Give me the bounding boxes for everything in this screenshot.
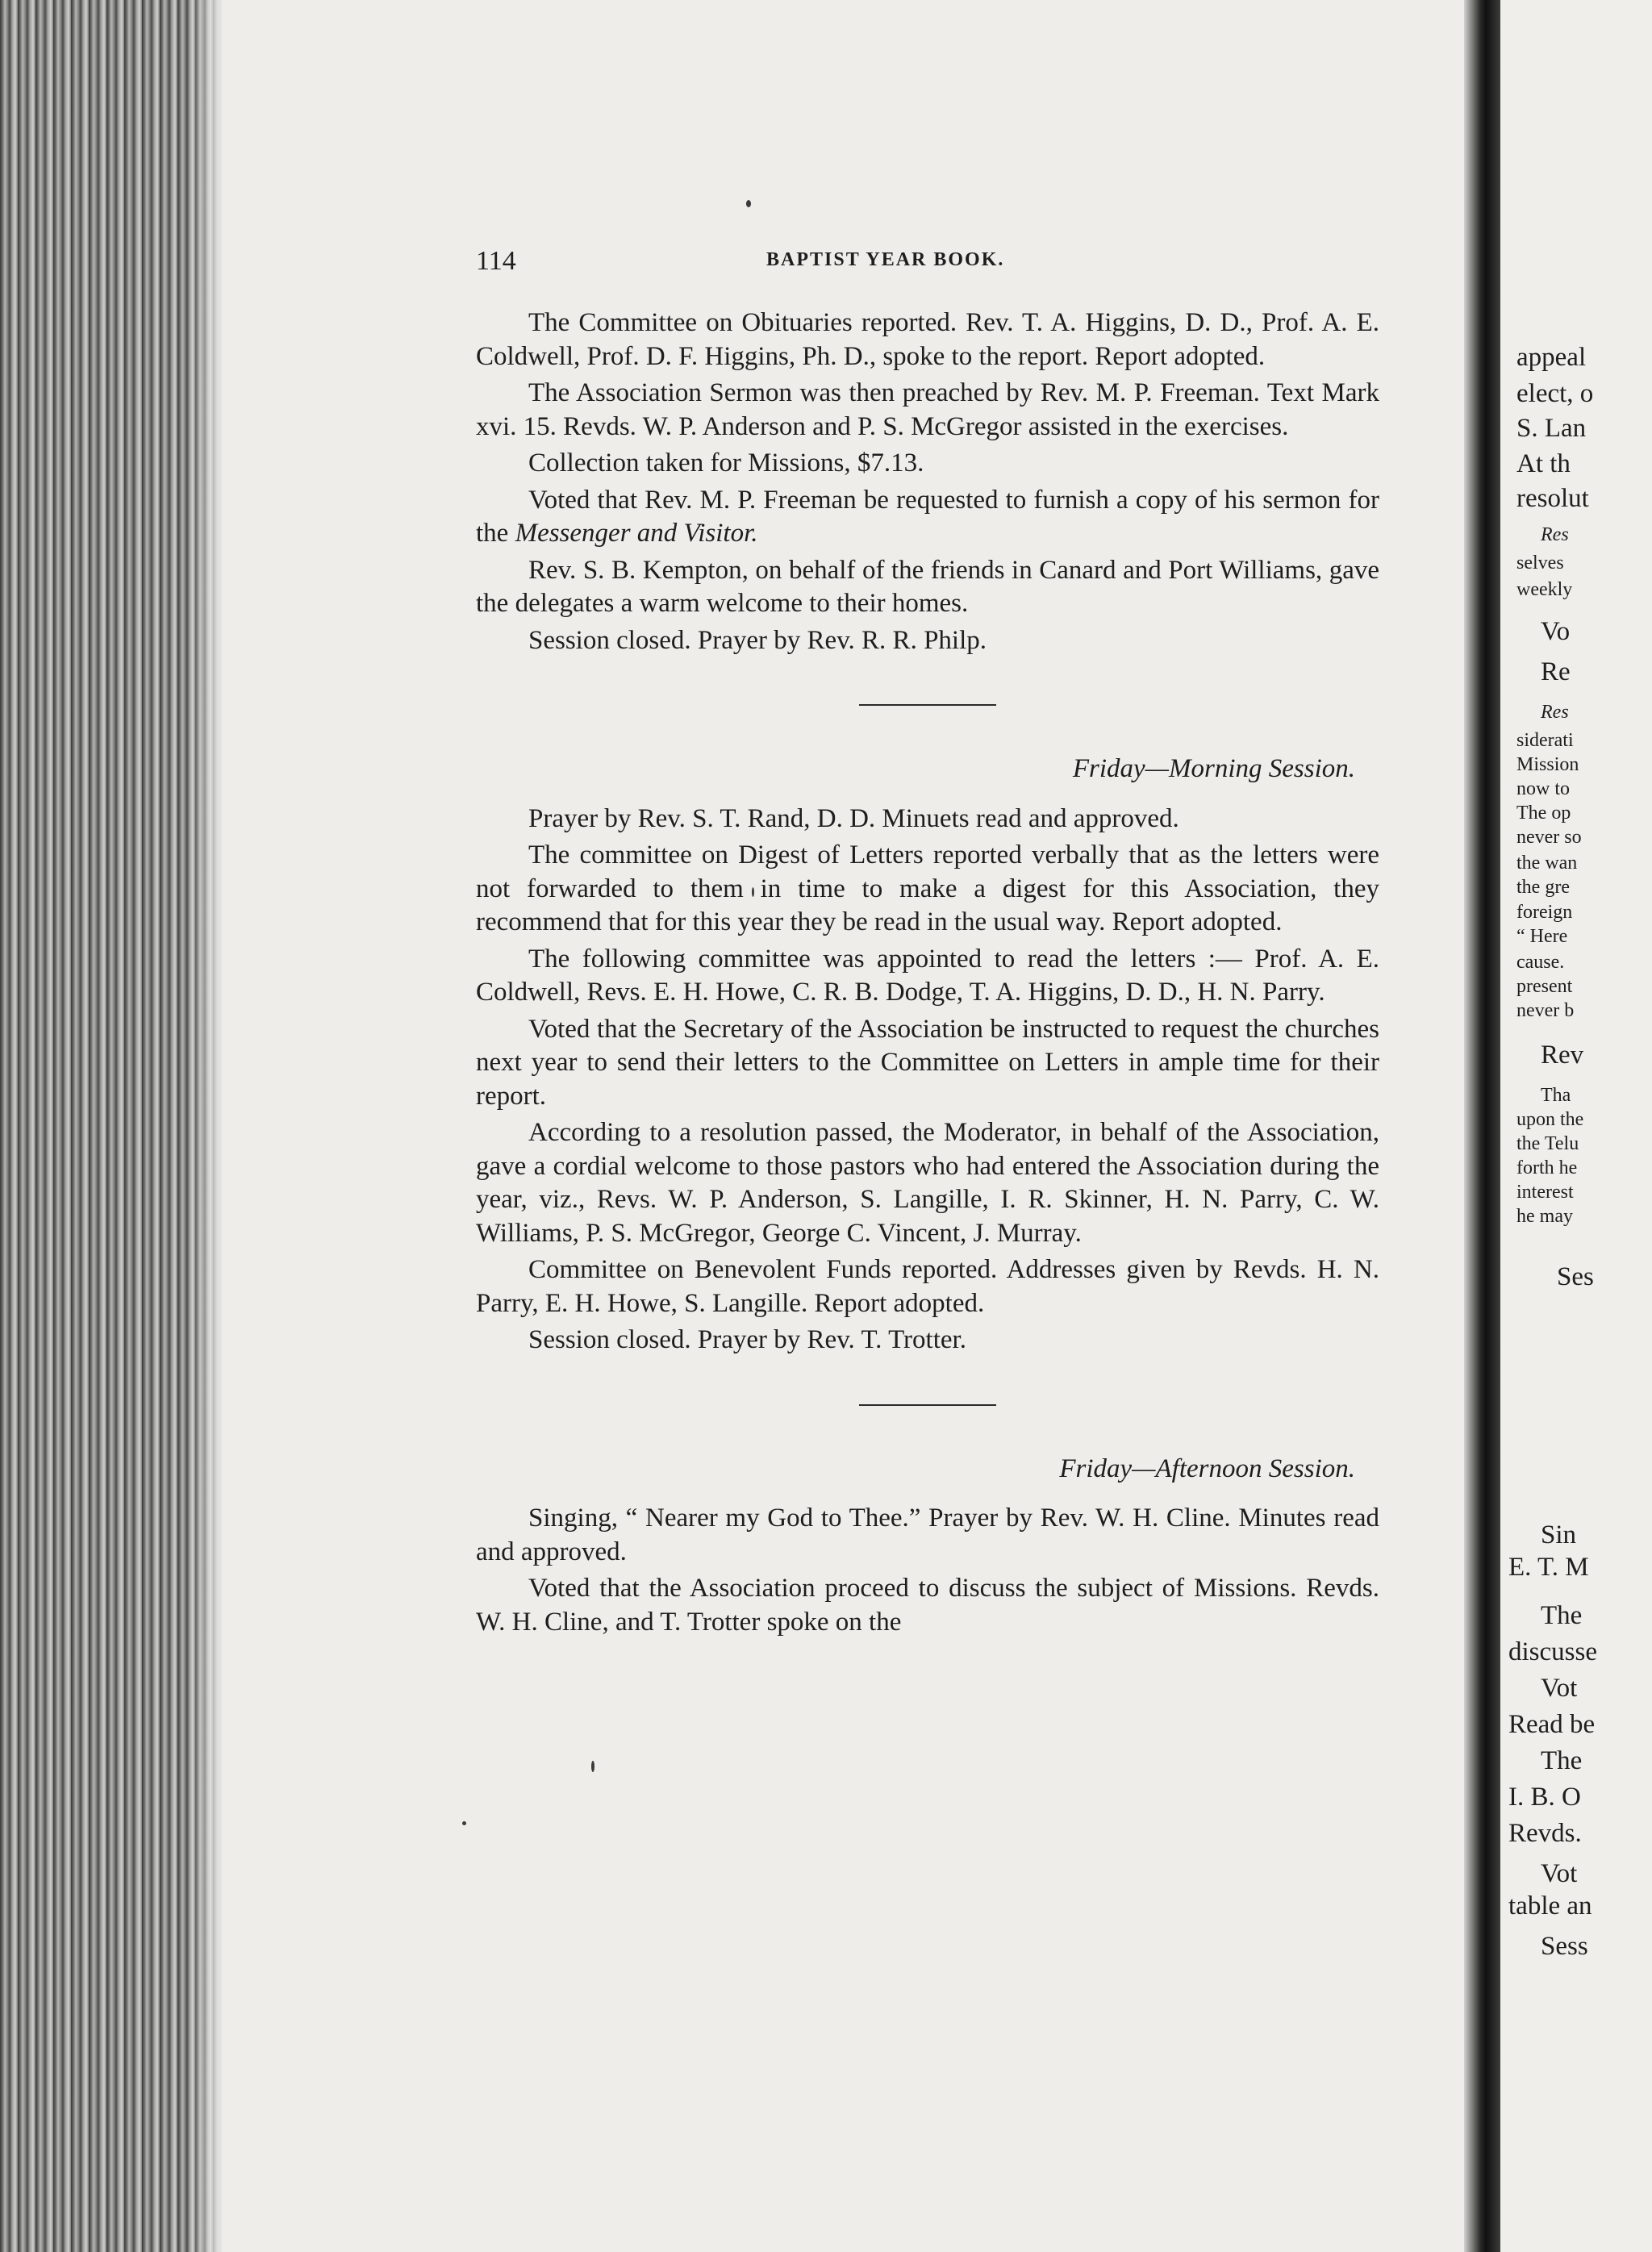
paragraph: According to a resolution passed, the Moderator, in behalf of the Association, gave a cordial welcome to those pastors who had entered the Association during the year, viz., Revs. W. P. Anderson, S. Langille, I. R. Skinner, H. N. Parry, C. W. Williams, P. S. McGregor, George C. Vincent, J. Murray. [476, 1118, 1379, 1248]
book-gutter [1464, 0, 1500, 2252]
right-page-text-fragment: forth he [1516, 1157, 1578, 1178]
right-page-text-fragment: S. Lan [1516, 414, 1587, 443]
paragraph: Session closed. Prayer by Rev. R. R. Philp. [528, 625, 987, 655]
right-page-text-fragment: the Telu [1516, 1133, 1579, 1154]
right-page-text-fragment: cause. [1516, 952, 1565, 973]
paragraph: Committee on Benevolent Funds reported. Addresses given by Revds. H. N. Parry, E. H. Howe, S. Langille. Report adopted. [476, 1255, 1379, 1318]
paragraph: Voted that the Association proceed to discuss the subject of Missions. Revds. W. H. Cline, and T. Trotter spoke on the [476, 1574, 1379, 1637]
paragraph: Singing, “ Nearer my God to Thee.” Prayer by Rev. W. H. Cline. Minutes read and approved. [476, 1503, 1379, 1566]
section-divider [859, 704, 996, 706]
paragraph: Prayer by Rev. S. T. Rand, D. D. Minuets read and approved. [528, 803, 1179, 833]
paragraph: Rev. S. B. Kempton, on behalf of the friends in Canard and Port Williams, gave the delegates a warm welcome to their homes. [476, 555, 1379, 618]
book-page-edges [0, 0, 222, 2252]
ink-speck [462, 1821, 466, 1825]
right-page-text-fragment: interest [1516, 1182, 1574, 1203]
right-page-text-fragment: weekly [1516, 579, 1573, 600]
right-page-text-fragment: The [1541, 1746, 1583, 1775]
right-page-text-fragment: I. B. O [1508, 1783, 1581, 1812]
right-page-text-fragment: Tha [1541, 1085, 1571, 1106]
right-page-text-fragment: never b [1516, 1000, 1575, 1021]
section-divider [859, 1404, 996, 1406]
paragraph-text: Voted that Rev. M. P. Freeman be requested to furnish a copy of his sermon for the [476, 485, 1379, 548]
right-page-text-fragment: Res [1541, 524, 1569, 545]
paragraph: The following committee was appointed to read the letters :— Prof. A. E. Coldwell, Revs. E. H. Howe, C. R. B. Dodge, T. A. Higgins, D. D., H. N. Parry. [476, 944, 1379, 1007]
right-page-text-fragment: Vo [1541, 617, 1571, 646]
right-page-text-fragment: Ses [1557, 1262, 1594, 1291]
right-page-text-fragment: Sin [1541, 1520, 1577, 1549]
right-page-text-fragment: the gre [1516, 877, 1570, 898]
right-page-text-fragment: appeal [1516, 343, 1587, 372]
right-page-text-fragment: Read be [1508, 1710, 1596, 1739]
right-page-text-fragment: table an [1508, 1891, 1592, 1920]
ink-speck [746, 200, 751, 207]
section-heading-afternoon: Friday—Afternoon Session. [1059, 1453, 1355, 1483]
right-page-text-fragment: Revds. [1508, 1819, 1582, 1848]
paragraph-messenger [476, 484, 1379, 551]
right-page-text-fragment: foreign [1516, 902, 1573, 923]
right-page-text-fragment: elect, o [1516, 379, 1594, 408]
paragraph: The committee on Digest of Letters reported verbally that as the letters were not forwarded to them in time to make a digest for this Association, they recommend that for this year they be read in the usual way. Report adopted. [476, 840, 1379, 936]
right-page-text-fragment: Sess [1541, 1932, 1588, 1961]
ink-speck [591, 1761, 594, 1772]
book-title: BAPTIST YEAR BOOK. [766, 249, 1005, 270]
paragraph: Voted that the Secretary of the Association be instructed to request the churches next year to send their letters to the Committee on Letters in ample time for their report. [476, 1014, 1379, 1111]
right-page-text-fragment: selves [1516, 553, 1564, 573]
section-heading-morning: Friday—Morning Session. [1072, 754, 1355, 783]
right-page-text-fragment: The [1541, 1601, 1583, 1630]
paragraph: The Association Sermon was then preached by Rev. M. P. Freeman. Text Mark xvi. 15. Revds. W. P. Anderson and P. S. McGregor assisted in the exercises. [476, 378, 1379, 441]
right-page-text-fragment: siderati [1516, 730, 1574, 751]
right-page-text-fragment: At th [1516, 449, 1571, 478]
page-body [476, 307, 1379, 1642]
right-page-text-fragment: Res [1541, 702, 1569, 723]
running-head [476, 246, 1387, 278]
right-page-text-fragment: “ Here [1516, 926, 1568, 947]
right-page-text-fragment: now to [1516, 778, 1570, 799]
right-page-text-fragment: Mission [1516, 754, 1579, 775]
right-page-text-fragment: present [1516, 976, 1573, 997]
paragraph: Session closed. Prayer by Rev. T. Trotter. [528, 1325, 966, 1354]
right-page-text-fragment: the wan [1516, 853, 1578, 874]
right-page-text-fragment: resolut [1516, 484, 1589, 513]
right-page-text-fragment: Rev [1541, 1041, 1584, 1070]
right-page-partial [1500, 0, 1652, 2252]
right-page-text-fragment: Re [1541, 657, 1571, 686]
right-page-text-fragment: Vot [1541, 1859, 1578, 1888]
right-page-text-fragment: E. T. M [1508, 1553, 1589, 1582]
page-number: 114 [476, 246, 516, 276]
paragraph: Collection taken for Missions, $7.13. [528, 448, 924, 478]
right-page-text-fragment: discusse [1508, 1637, 1597, 1666]
right-page-text-fragment: The op [1516, 803, 1571, 824]
right-page-text-fragment: upon the [1516, 1109, 1584, 1130]
right-page-text-fragment: he may [1516, 1206, 1573, 1227]
right-page-text-fragment: Vot [1541, 1674, 1578, 1703]
publication-title: Messenger and Visitor. [515, 519, 758, 548]
right-page-text-fragment: never so [1516, 827, 1582, 848]
paragraph: The Committee on Obituaries reported. Rev. T. A. Higgins, D. D., Prof. A. E. Coldwell, Prof. D. F. Higgins, Ph. D., spoke to the report. Report adopted. [476, 308, 1379, 371]
